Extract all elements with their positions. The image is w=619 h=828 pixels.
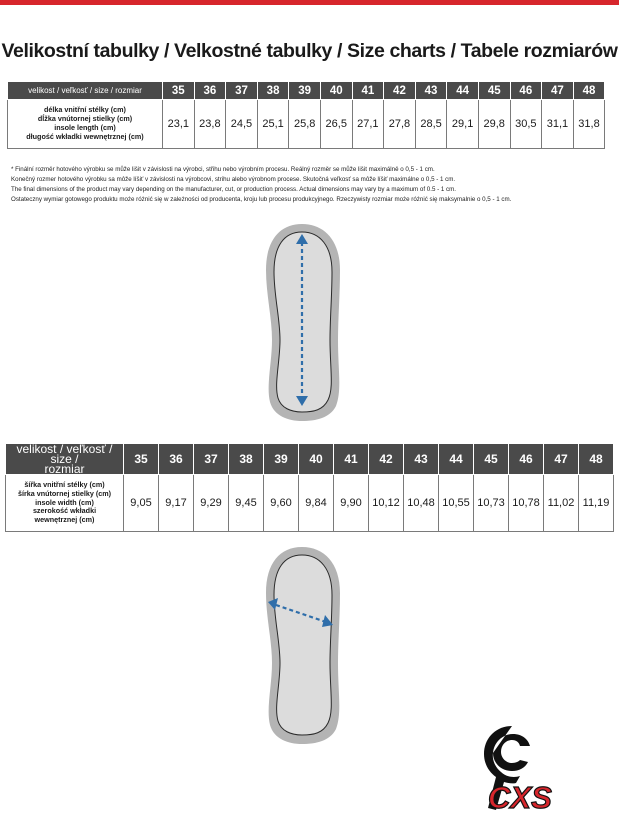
size-header-41: 41 xyxy=(334,444,369,475)
note-sk: Konečný rozmer hotového výrobku sa môže líšiť v závislosti na výrobcovi, strihu alebo výrobnom procese. Skutočná veľkosť sa môže líšiť maximálne o 0,5 - 1 cm. xyxy=(11,176,456,183)
size-header-42: 42 xyxy=(369,444,404,475)
measure-cell-44: 29,1 xyxy=(447,100,479,149)
note-pl: Ostateczny wymiar gotowego produktu może różnić się w zależności od producenta, kroju lub procesu produkcyjnego. Rzeczywisty rozmiar może różnić się maksymalnie o 0,5 - 1 cm. xyxy=(11,196,512,203)
measure-cell-36: 23,8 xyxy=(194,100,226,149)
size-header-35: 35 xyxy=(163,82,195,100)
size-header-47: 47 xyxy=(542,82,574,100)
measure-cell-47: 11,02 xyxy=(544,475,579,532)
measure-cell-42: 10,12 xyxy=(369,475,404,532)
measure-cell-35: 23,1 xyxy=(163,100,195,149)
size-header-48: 48 xyxy=(573,82,605,100)
size-header-38: 38 xyxy=(257,82,289,100)
insole-width-illustration xyxy=(262,545,346,745)
accent-bar xyxy=(0,0,619,5)
measure-cell-36: 9,17 xyxy=(159,475,194,532)
disclaimer-notes xyxy=(11,165,611,205)
width-row-label: šířka vnitřní stélky (cm) šírka vnútornej stielky (cm) insole width (cm) szerokość wkładki wewnętrznej (cm) xyxy=(6,475,124,532)
measure-cell-41: 27,1 xyxy=(352,100,384,149)
measure-cell-43: 28,5 xyxy=(415,100,447,149)
insole-inner-shape xyxy=(274,555,332,735)
size-header-42: 42 xyxy=(384,82,416,100)
note-cz: * Finální rozměr hotového výrobku se může lišit v závislosti na výrobci, střihu nebo výrobním procesu. Reálný rozměr se může lišit maximálně o 0,5 - 1 cm. xyxy=(11,166,435,173)
measure-cell-43: 10,48 xyxy=(404,475,439,532)
note-en: The final dimensions of the product may vary depending on the manufacturer, cut, or production process. Actual dimensions may vary by a maximum of 0.5 - 1 cm. xyxy=(11,186,457,193)
size-header-44: 44 xyxy=(439,444,474,475)
measure-cell-46: 30,5 xyxy=(510,100,542,149)
size-header-45: 45 xyxy=(474,444,509,475)
measure-cell-45: 29,8 xyxy=(478,100,510,149)
measure-cell-39: 25,8 xyxy=(289,100,321,149)
size-header-43: 43 xyxy=(404,444,439,475)
logo-wordmark: CXS xyxy=(488,780,552,815)
measure-cell-38: 9,45 xyxy=(229,475,264,532)
size-header-36: 36 xyxy=(159,444,194,475)
size-header-46: 46 xyxy=(509,444,544,475)
size-header-47: 47 xyxy=(544,444,579,475)
size-header-40: 40 xyxy=(320,82,352,100)
size-header-35: 35 xyxy=(124,444,159,475)
insole-width-table xyxy=(5,443,614,532)
cxs-logo xyxy=(470,720,590,824)
measure-cell-40: 9,84 xyxy=(299,475,334,532)
page-title: Velikostní tabulky / Velkostné tabulky / Size charts / Tabele rozmiarów xyxy=(1,40,618,62)
measure-cell-45: 10,73 xyxy=(474,475,509,532)
measure-cell-44: 10,55 xyxy=(439,475,474,532)
size-header-37: 37 xyxy=(226,82,258,100)
size-header-label: velikost / veľkosť / size / rozmiar xyxy=(6,444,124,475)
measure-cell-46: 10,78 xyxy=(509,475,544,532)
measure-cell-48: 31,8 xyxy=(573,100,605,149)
measure-cell-38: 25,1 xyxy=(257,100,289,149)
table-header-row xyxy=(6,444,614,475)
measure-cell-40: 26,5 xyxy=(320,100,352,149)
size-header-45: 45 xyxy=(478,82,510,100)
insole-length-illustration xyxy=(262,222,346,422)
size-header-48: 48 xyxy=(579,444,614,475)
size-header-44: 44 xyxy=(447,82,479,100)
size-header-37: 37 xyxy=(194,444,229,475)
measure-cell-41: 9,90 xyxy=(334,475,369,532)
size-header-40: 40 xyxy=(299,444,334,475)
measure-cell-37: 24,5 xyxy=(226,100,258,149)
measure-cell-37: 9,29 xyxy=(194,475,229,532)
insole-length-table xyxy=(7,81,605,149)
measure-cell-35: 9,05 xyxy=(124,475,159,532)
table-row xyxy=(6,475,614,532)
table-row xyxy=(8,100,605,149)
length-row-label: délka vnitřní stélky (cm) dĺžka vnútornej stielky (cm) insole length (cm) długość wkładki wewnętrznej (cm) xyxy=(8,100,163,149)
size-header-36: 36 xyxy=(194,82,226,100)
size-header-41: 41 xyxy=(352,82,384,100)
size-header-46: 46 xyxy=(510,82,542,100)
size-header-39: 39 xyxy=(264,444,299,475)
size-header-38: 38 xyxy=(229,444,264,475)
measure-cell-39: 9,60 xyxy=(264,475,299,532)
size-header-39: 39 xyxy=(289,82,321,100)
measure-cell-42: 27,8 xyxy=(384,100,416,149)
measure-cell-47: 31,1 xyxy=(542,100,574,149)
size-header-label: velikost / veľkosť / size / rozmiar xyxy=(8,82,163,100)
table-header-row xyxy=(8,82,605,100)
measure-cell-48: 11,19 xyxy=(579,475,614,532)
size-header-43: 43 xyxy=(415,82,447,100)
